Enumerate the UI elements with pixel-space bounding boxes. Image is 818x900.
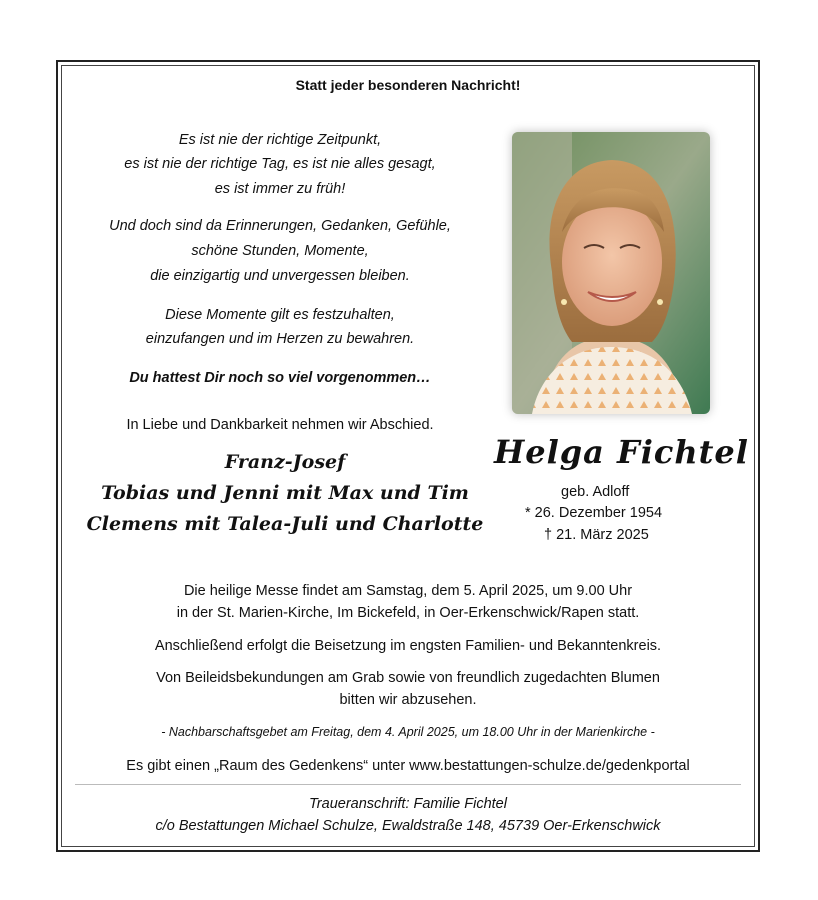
poem-line: schöne Stunden, Momente, (191, 243, 369, 259)
memorial-info: Es gibt einen „Raum des Gedenkens“ unter www.bestattungen-schulze.de/gedenkportal (126, 758, 690, 774)
address-line: Traueranschrift: Familie Fichtel (309, 796, 507, 812)
birth-date: * 26. Dezember 1954 (525, 505, 663, 521)
mourner-line: Franz-Josef (224, 451, 346, 473)
deceased-name: Helga Fichtel (494, 433, 749, 471)
portrait-photo (512, 132, 710, 414)
condolence-line: bitten wir abzusehen. (339, 692, 477, 708)
poem-line: Diese Momente gilt es festzuhalten, (165, 307, 395, 323)
death-date: † 21. März 2025 (544, 527, 649, 543)
poem-line: die einzigartig und unvergessen bleiben. (150, 268, 410, 284)
divider (75, 784, 741, 785)
poem-line: Es ist nie der richtige Zeitpunkt, (178, 132, 382, 148)
mourner-line: Clemens mit Talea-Juli und Charlotte (86, 513, 484, 535)
mourner-line: Tobias und Jenni mit Max und Tim (101, 482, 469, 504)
maiden-name: geb. Adloff (561, 484, 630, 500)
poem-line: einzufangen und im Herzen zu bewahren. (145, 331, 415, 347)
mass-info-line: Die heilige Messe findet am Samstag, dem 5. April 2025, um 9.00 Uhr (183, 583, 633, 599)
address-line: c/o Bestattungen Michael Schulze, Ewaldstraße 148, 45739 Oer-Erkenschwick (155, 818, 661, 834)
mass-info-line: in der St. Marien-Kirche, Im Bickefeld, in Oer-Erkenschwick/Rapen statt. (176, 605, 640, 621)
poem-closing: Du hattest Dir noch so viel vorgenommen… (129, 370, 431, 386)
headline: Statt jeder besonderen Nachricht! (295, 77, 521, 93)
burial-info: Anschließend erfolgt die Beisetzung im engsten Familien- und Bekanntenkreis. (154, 638, 662, 654)
poem-line: Und doch sind da Erinnerungen, Gedanken, Gefühle, (109, 218, 451, 234)
farewell-text: In Liebe und Dankbarkeit nehmen wir Abschied. (126, 417, 434, 433)
poem-line: es ist nie der richtige Tag, es ist nie alles gesagt, (124, 156, 436, 172)
poem-line: es ist immer zu früh! (214, 181, 346, 197)
prayer-info: - Nachbarschaftsgebet am Freitag, dem 4. April 2025, um 18.00 Uhr in der Marienkirche - (161, 725, 655, 739)
condolence-line: Von Beileidsbekundungen am Grab sowie von freundlich zugedachten Blumen (156, 670, 660, 686)
